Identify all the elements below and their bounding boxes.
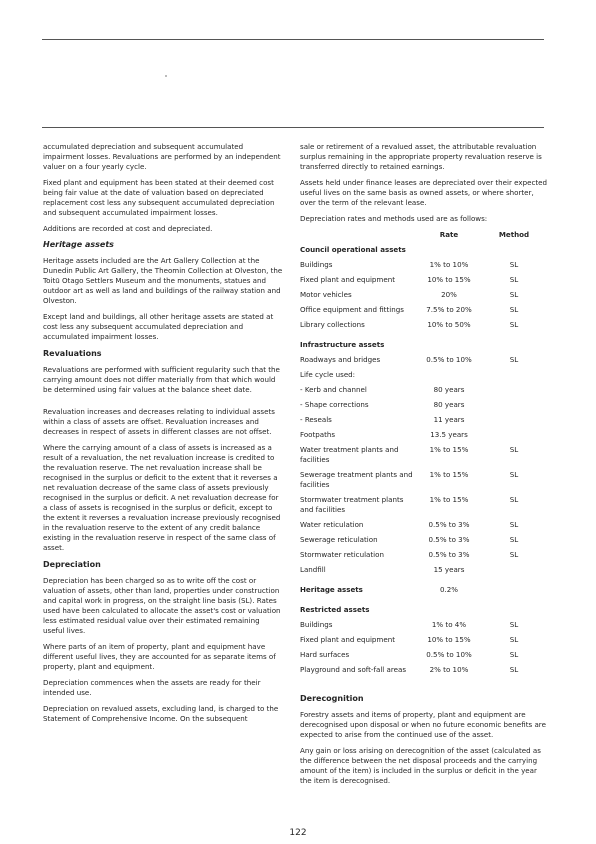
revaluations-heading: Revaluations — [43, 349, 102, 358]
table-row — [300, 400, 548, 415]
row-method: SL — [509, 535, 519, 544]
row-rate: 10% to 50% — [427, 320, 471, 329]
table-row — [300, 650, 548, 665]
row-method: SL — [509, 275, 519, 284]
row-method: SL — [509, 290, 519, 299]
table-row — [300, 415, 548, 430]
row-rate: 1% to 10% — [429, 260, 469, 269]
paragraph: Revaluation increases and decreases relating to individual assets within a class of assets are offset. Revaluation increases and decreases in respect of assets in different classes are not offset. — [43, 407, 275, 436]
table-row — [300, 620, 548, 635]
paragraph: Revaluations are performed with sufficient regularity such that the carrying amount does not differ materially from that which would be determined using fair values at the balance sheet date. — [43, 365, 280, 394]
paragraph: Assets held under finance leases are depreciated over their expected useful lives on the same basis as owned assets, or where shorter, over the term of the relevant lease. — [300, 178, 548, 207]
row-label: Stormwater treatment plants and facilities — [300, 495, 404, 514]
row-label: Motor vehicles — [300, 290, 352, 299]
row-rate: 1% to 15% — [429, 495, 469, 504]
heritage-rate-row — [300, 585, 548, 600]
header-rule — [42, 127, 544, 128]
derecognition-heading: Derecognition — [300, 694, 364, 703]
row-rate: 0.5% to 3% — [428, 550, 470, 559]
page-number: 122 — [289, 828, 307, 838]
table-row — [300, 290, 548, 305]
table-row — [300, 305, 548, 320]
paragraph: accumulated depreciation and subsequent accumulated impairment losses. Revaluations are performed by an independent valuer on a four yearly cycle. — [43, 142, 281, 171]
council-operational-heading: Council operational assets — [300, 245, 406, 254]
paragraph: Forestry assets and items of property, plant and equipment are derecognised upon disposal or when no future economic benefits are expected to arise from the continued use of the asset. — [300, 710, 546, 739]
row-method: SL — [509, 665, 519, 674]
table-row — [300, 370, 548, 385]
paragraph: Except land and buildings, all other heritage assets are stated at cost less any subsequent accumulated depreciation and accumulated impairment losses. — [43, 312, 274, 341]
row-method — [480, 430, 548, 445]
row-label: Life cycle used: — [300, 370, 356, 379]
row-rate: 13.5 years — [430, 430, 468, 439]
row-method: SL — [509, 445, 519, 454]
row-method — [480, 415, 548, 430]
row-rate: 20% — [441, 290, 457, 299]
row-rate: 0.5% to 10% — [426, 650, 472, 659]
row-method: SL — [509, 550, 519, 559]
depreciation-heading: Depreciation — [43, 560, 101, 569]
row-label: Roadways and bridges — [300, 355, 381, 364]
row-rate: 11 years — [433, 415, 465, 424]
row-method: SL — [509, 620, 519, 629]
table-row — [300, 665, 548, 680]
heritage-rate-label: Heritage assets — [300, 585, 363, 594]
row-rate: 7.5% to 20% — [426, 305, 472, 314]
row-label: Footpaths — [300, 430, 336, 439]
table-row — [300, 385, 548, 400]
row-label: Playground and soft-fall areas — [300, 665, 407, 674]
row-method — [480, 385, 548, 400]
right-column — [300, 142, 548, 792]
row-method: SL — [509, 635, 519, 644]
row-label: Buildings — [300, 620, 333, 629]
left-column — [43, 142, 283, 730]
row-label: Buildings — [300, 260, 333, 269]
row-label: Sewerage treatment plants and facilities — [300, 470, 413, 489]
row-rate — [418, 370, 480, 385]
row-method: SL — [509, 260, 519, 269]
table-row — [300, 550, 548, 565]
heritage-rate-method — [480, 585, 548, 600]
row-rate: 1% to 15% — [429, 445, 469, 454]
heritage-rate-value: 0.2% — [439, 585, 459, 594]
table-row — [300, 320, 548, 335]
row-rate: 80 years — [433, 385, 465, 394]
row-method: SL — [509, 355, 519, 364]
paragraph: Any gain or loss arising on derecognition of the asset (calculated as the difference between the net disposal proceeds and the carrying amount of the item) is included in the surplus or deficit in the year the item is derecognised. — [300, 746, 541, 785]
row-label: Office equipment and fittings — [300, 305, 404, 314]
row-rate: 0.5% to 10% — [426, 355, 472, 364]
row-rate: 80 years — [433, 400, 465, 409]
row-label: Library collections — [300, 320, 365, 329]
table-row — [300, 520, 548, 535]
table-row — [300, 275, 548, 290]
depreciation-rates-table — [300, 230, 548, 680]
table-row — [300, 260, 548, 275]
row-label: Water treatment plants and facilities — [300, 445, 399, 464]
table-row — [300, 430, 548, 445]
paragraph: Heritage assets included are the Art Gallery Collection at the Dunedin Public Art Gallery, the Theomin Collection at Olveston, the Toitū Otago Settlers Museum and the monuments, statues and outdoor art as well as land and buildings of the railway station and Olveston. — [43, 256, 283, 305]
table-row — [300, 355, 548, 370]
paragraph: Where the carrying amount of a class of assets is increased as a result of a revaluation, the net revaluation increase is credited to the revaluation reserve. The net revaluation increase shall be recognised in the surplus or deficit to the extent that it reverses a net revaluation decrease of the same class of assets previously recognised in the surplus or deficit. A net revaluation decrease for a class of assets is recognised in the surplus or deficit, except to the extent it reverses a revaluation increase previously recognised in the revaluation reserve to the extent of any credit balance existing in the revaluation reserve in respect of the same class of asset. — [43, 443, 281, 552]
row-rate: 10% to 15% — [427, 275, 471, 284]
table-row — [300, 445, 548, 470]
paragraph: Additions are recorded at cost and depreciated. — [43, 224, 213, 233]
row-rate: 1% to 4% — [431, 620, 467, 629]
table-row — [300, 495, 548, 520]
row-label: Landfill — [300, 565, 326, 574]
paragraph: sale or retirement of a revalued asset, the attributable revaluation surplus remaining in the appropriate property revaluation reserve is transferred directly to retained earnings. — [300, 142, 542, 171]
table-row — [300, 635, 548, 650]
paragraph: Fixed plant and equipment has been stated at their deemed cost being fair value at the date of valuation based on depreciated replacement cost less any subsequent accumulated depreciation and subsequent accumulated impairment losses. — [43, 178, 275, 217]
table-row — [300, 470, 548, 495]
heritage-heading: Heritage assets — [43, 240, 114, 249]
paragraph: Where parts of an item of property, plant and equipment have different useful lives, they are accounted for as separate items of property, plant and equipment. — [43, 642, 276, 671]
infrastructure-heading: Infrastructure assets — [300, 340, 385, 349]
row-method: SL — [509, 520, 519, 529]
table-row — [300, 535, 548, 550]
row-method: SL — [509, 495, 519, 504]
scan-speck — [165, 75, 167, 77]
paragraph: Depreciation has been charged so as to write off the cost or valuation of assets, other than land, properties under construction and capital work in progress, on the straight line basis (SL). Rates used have been calculated to allocate the asset's cost or valuation less estimated residual value over their estimated remaining useful lives. — [43, 576, 281, 635]
row-rate: 2% to 10% — [429, 665, 469, 674]
row-method — [480, 565, 548, 580]
row-label: Fixed plant and equipment — [300, 275, 395, 284]
row-label: Sewerage reticulation — [300, 535, 378, 544]
row-method: SL — [509, 305, 519, 314]
row-label: Hard surfaces — [300, 650, 350, 659]
row-label: Water reticulation — [300, 520, 364, 529]
row-label: Fixed plant and equipment — [300, 635, 395, 644]
paragraph: Depreciation on revalued assets, excluding land, is charged to the Statement of Comprehensive Income. On the subsequent — [43, 704, 279, 723]
method-header: Method — [498, 230, 530, 239]
paragraph: Depreciation commences when the assets are ready for their intended use. — [43, 678, 261, 697]
table-header-blank — [300, 230, 418, 245]
row-rate: 1% to 15% — [429, 470, 469, 479]
table-row — [300, 565, 548, 580]
row-rate: 15 years — [433, 565, 465, 574]
row-method — [480, 370, 548, 385]
row-rate: 10% to 15% — [427, 635, 471, 644]
row-method: SL — [509, 470, 519, 479]
top-rule — [42, 39, 544, 40]
row-rate: 0.5% to 3% — [428, 520, 470, 529]
row-label: - Reseals — [300, 415, 332, 424]
paragraph: Depreciation rates and methods used are as follows: — [300, 214, 488, 223]
row-label: - Kerb and channel — [300, 385, 367, 394]
row-method — [480, 400, 548, 415]
rate-header: Rate — [439, 230, 459, 239]
row-method: SL — [509, 650, 519, 659]
row-label: - Shape corrections — [300, 400, 369, 409]
row-method: SL — [509, 320, 519, 329]
restricted-heading: Restricted assets — [300, 605, 370, 614]
row-rate: 0.5% to 3% — [428, 535, 470, 544]
row-label: Stormwater reticulation — [300, 550, 384, 559]
